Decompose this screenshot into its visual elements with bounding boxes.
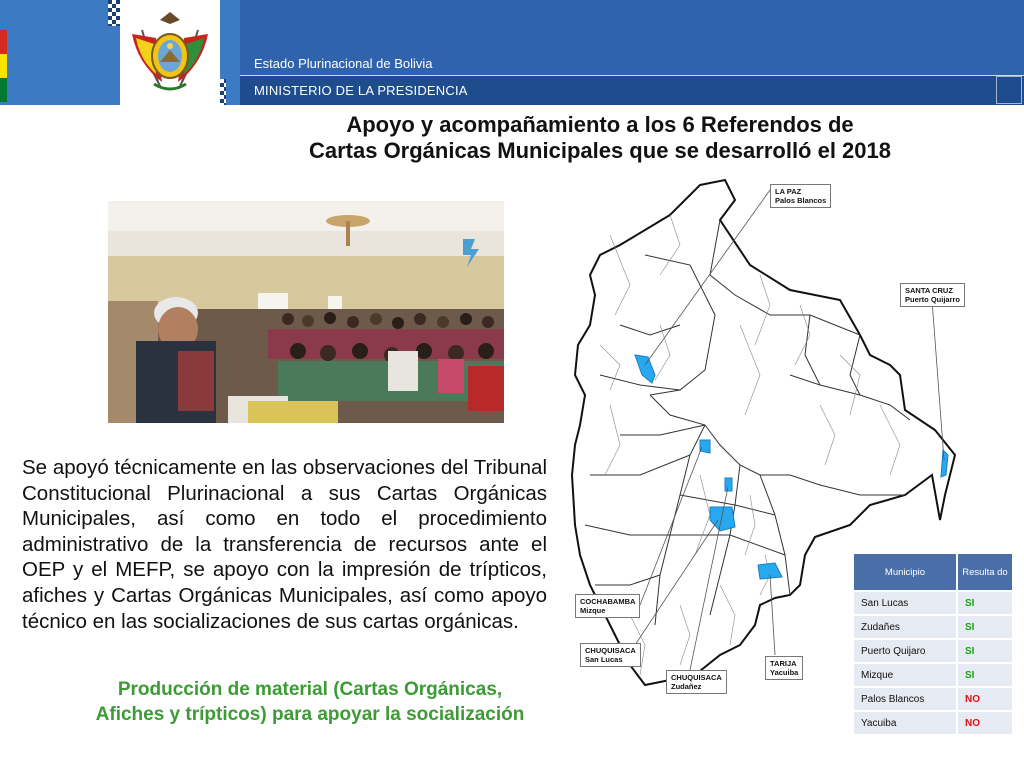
meeting-photo <box>108 201 504 423</box>
header-municipio: Municipio <box>853 553 957 591</box>
green-caption-line-1: Producción de material (Cartas Orgánicas, <box>117 679 503 700</box>
cell-resultado: NO <box>957 687 1013 711</box>
highlight-zudanez <box>725 478 732 491</box>
cell-municipio: Mizque <box>853 663 957 687</box>
green-caption-line-2: Afiches y trípticos) para apoyar la socialización <box>95 704 525 725</box>
callout-chuq2-mun: Zudañez <box>671 682 702 691</box>
corner-box <box>996 76 1022 104</box>
cell-resultado: SI <box>957 591 1013 615</box>
green-caption <box>40 677 580 727</box>
cell-municipio: Zudañes <box>853 615 957 639</box>
cell-municipio: Palos Blancos <box>853 687 957 711</box>
table-row <box>853 591 1013 615</box>
callout-chuq1-dept: CHUQUISACA <box>585 646 636 655</box>
table-row <box>853 663 1013 687</box>
callout-lapaz-mun: Palos Blancos <box>775 196 827 205</box>
callout-cochabamba-mun: Mizque <box>580 606 606 615</box>
callout-lapaz <box>770 184 831 208</box>
callout-cochabamba <box>575 594 640 618</box>
body-paragraph: Se apoyó técnicamente en las observaciones del Tribunal Constitucional Plurinacional a sus Cartas Orgánicas Municipales, así como en todo el procedimiento administrativo de la transferencia de recursos ante el OEP y el MEFP, se apoyo con la impresión de trípticos, afiches y Cartas Orgánicas Municipales, así como apoyo técnico en las socializaciones de sus cartas orgánicas. <box>22 456 547 633</box>
table-header-row <box>853 553 1013 591</box>
coat-of-arms <box>120 0 220 105</box>
callout-santacruz <box>900 283 965 307</box>
slide-title <box>230 112 970 164</box>
coat-of-arms-icon <box>120 0 220 105</box>
cell-municipio: San Lucas <box>853 591 957 615</box>
callout-santacruz-mun: Puerto Quijarro <box>905 295 961 304</box>
callout-tarija-mun: Yacuiba <box>770 668 799 677</box>
state-name: Estado Plurinacional de Bolivia <box>254 56 433 71</box>
callout-tarija-dept: TARIJA <box>770 659 797 668</box>
ministry-name: MINISTERIO DE LA PRESIDENCIA <box>254 83 468 98</box>
highlight-mizque <box>700 440 710 453</box>
callout-tarija <box>765 656 803 680</box>
cell-municipio: Puerto Quijaro <box>853 639 957 663</box>
callout-chuquisaca-1 <box>580 643 641 667</box>
cell-resultado: SI <box>957 663 1013 687</box>
meeting-photo-illustration <box>108 201 504 423</box>
callout-chuq2-dept: CHUQUISACA <box>671 673 722 682</box>
callout-chuq1-mun: San Lucas <box>585 655 623 664</box>
cell-resultado: SI <box>957 615 1013 639</box>
callout-cochabamba-dept: COCHABAMBA <box>580 597 636 606</box>
cell-resultado: NO <box>957 711 1013 735</box>
callout-santacruz-dept: SANTA CRUZ <box>905 286 953 295</box>
header-resultado: Resulta do <box>957 553 1013 591</box>
table-row <box>853 639 1013 663</box>
callout-lapaz-dept: LA PAZ <box>775 187 802 196</box>
bolivia-flag-strip <box>0 30 7 102</box>
table-row <box>853 711 1013 735</box>
callout-chuquisaca-2 <box>666 670 727 694</box>
title-line-1: Apoyo y acompañamiento a los 6 Referendos de <box>346 112 854 137</box>
table-row <box>853 615 1013 639</box>
results-table <box>852 552 1014 736</box>
cell-municipio: Yacuiba <box>853 711 957 735</box>
table-row <box>853 687 1013 711</box>
cell-resultado: SI <box>957 639 1013 663</box>
title-line-2: Cartas Orgánicas Municipales que se desarrolló el 2018 <box>308 138 892 163</box>
